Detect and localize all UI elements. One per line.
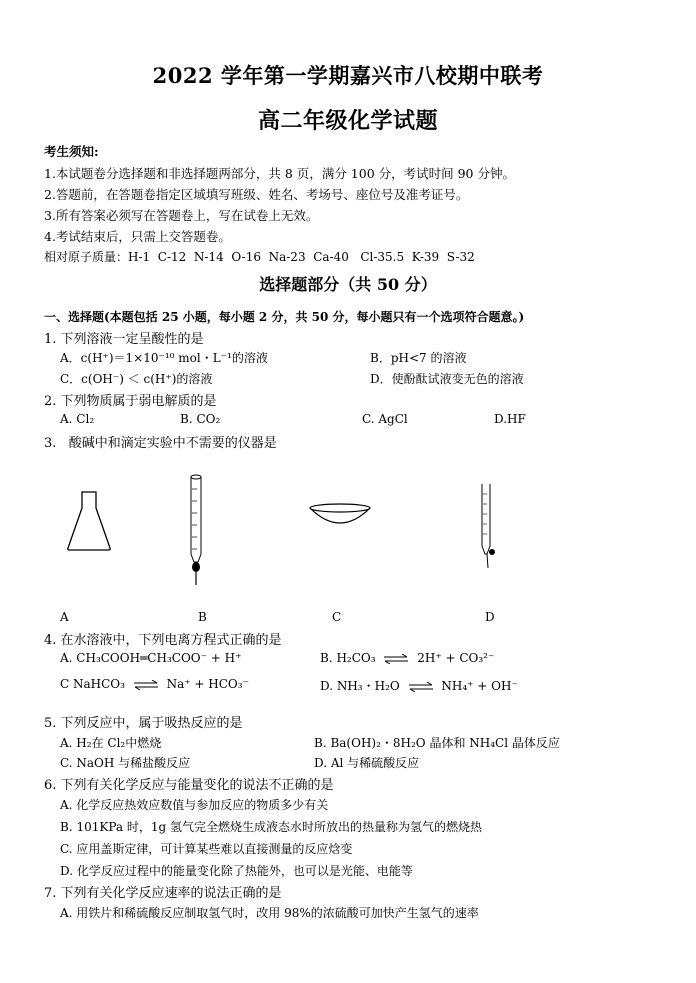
- erlenmeyer-flask-icon: [66, 490, 112, 552]
- question-4-option-b-left: B. H₂CO₃: [320, 651, 376, 665]
- equilibrium-arrow-icon: [383, 654, 409, 664]
- question-4-option-d: [320, 677, 518, 694]
- question-7-option-a: A. 用铁片和稀硫酸反应制取氢气时，改用 98%的浓硫酸可加快产生氢气的速率: [60, 906, 479, 920]
- question-5-option-a: A. H₂在 Cl₂中燃烧: [60, 736, 162, 750]
- question-5-option-c: C. NaOH 与稀盐酸反应: [60, 756, 191, 770]
- apparatus-label-b: B: [198, 610, 207, 624]
- question-6-option-b: B. 101KPa 时，1g 氢气完全燃烧生成液态水时所放出的热量称为氢气的燃烧热: [60, 820, 482, 834]
- evaporating-dish-icon: [308, 502, 372, 528]
- atomic-mass-line: 相对原子质量：H-1 C-12 N-14 O-16 Na-23 Ca-40 Cl-35.5 K-39 S-32: [44, 250, 475, 264]
- question-5-option-b: B. Ba(OH)₂・8H₂O 晶体和 NH₄Cl 晶体反应: [314, 736, 560, 750]
- question-1-option-a: A．c(H⁺)＝1×10⁻¹⁰ mol・L⁻¹的溶液: [60, 351, 268, 365]
- question-1-option-c: C．c(OH⁻) ＜ c(H⁺)的溶液: [60, 372, 213, 386]
- exam-subtitle: 高二年级化学试题: [257, 108, 438, 134]
- question-4-option-b-right: 2H⁺ + CO₃²⁻: [417, 651, 495, 665]
- question-4-option-d-right: NH₄⁺ + OH⁻: [441, 679, 518, 693]
- question-4-option-d-left: D. NH₃・H₂O: [320, 679, 400, 693]
- question-2-option-b: B. CO₂: [180, 412, 221, 426]
- section-title: 选择题部分（共 50 分）: [259, 275, 437, 294]
- base-burette-icon: [476, 482, 498, 570]
- question-2-stem: 2. 下列物质属于弱电解质的是: [44, 394, 217, 409]
- question-3-stem: 3. 酸碱中和滴定实验中不需要的仪器是: [44, 436, 277, 451]
- question-5-option-d: D. Al 与稀硫酸反应: [314, 756, 420, 770]
- question-6-option-d: D. 化学反应过程中的能量变化除了热能外，也可以是光能、电能等: [60, 864, 413, 878]
- question-4-option-b: [320, 651, 494, 665]
- question-7-stem: 7. 下列有关化学反应速率的说法正确的是: [44, 886, 282, 901]
- question-5-stem: 5. 下列反应中，属于吸热反应的是: [44, 716, 243, 731]
- question-6-stem: 6. 下列有关化学反应与能量变化的说法不正确的是: [44, 778, 334, 793]
- question-1-option-b: B．pH<7 的溶液: [370, 351, 467, 365]
- acid-burette-icon: [186, 474, 206, 586]
- question-1-option-d: D．使酚酞试液变无色的溶液: [370, 372, 524, 386]
- notice-item-2: 2.答题前，在答题卷指定区域填写班级、姓名、考场号、座位号及准考证号。: [44, 187, 469, 202]
- notice-item-4: 4.考试结束后，只需上交答题卷。: [44, 229, 231, 244]
- equilibrium-arrow-icon: [408, 682, 434, 692]
- question-4-option-a: A. CH₃COOH═CH₃COO⁻ + H⁺: [60, 651, 242, 665]
- exam-title: 2022 学年第一学期嘉兴市八校期中联考: [152, 63, 544, 88]
- notice-heading: 考生须知:: [44, 144, 99, 159]
- question-4-option-c-right: Na⁺ + HCO₃⁻: [166, 677, 249, 691]
- question-2-option-c: C. AgCl: [362, 412, 408, 426]
- question-2-option-d: D.HF: [494, 412, 526, 426]
- apparatus-label-a: A: [60, 610, 69, 624]
- question-4-option-c-left: C NaHCO₃: [60, 677, 125, 691]
- section-instruction: 一、选择题(本题包括 25 小题，每小题 2 分，共 50 分，每小题只有一个选项符合题意。): [44, 310, 525, 324]
- question-1-stem: 1. 下列溶液一定呈酸性的是: [44, 332, 204, 347]
- notice-item-1: 1.本试题卷分选择题和非选择题两部分，共 8 页，满分 100 分，考试时间 90 分钟。: [44, 166, 515, 181]
- question-4-stem: 4. 在水溶液中，下列电离方程式正确的是: [44, 633, 282, 648]
- question-2-option-a: A. Cl₂: [60, 412, 95, 426]
- apparatus-label-c: C: [332, 610, 342, 624]
- apparatus-label-d: D: [485, 610, 495, 624]
- equilibrium-arrow-icon: [133, 680, 159, 690]
- question-6-option-c: C. 应用盖斯定律，可计算某些难以直接测量的反应焓变: [60, 842, 353, 856]
- question-6-option-a: A. 化学反应热效应数值与参加反应的物质多少有关: [60, 798, 329, 812]
- notice-item-3: 3.所有答案必须写在答题卷上，写在试卷上无效。: [44, 208, 319, 223]
- question-4-option-c: [60, 677, 249, 691]
